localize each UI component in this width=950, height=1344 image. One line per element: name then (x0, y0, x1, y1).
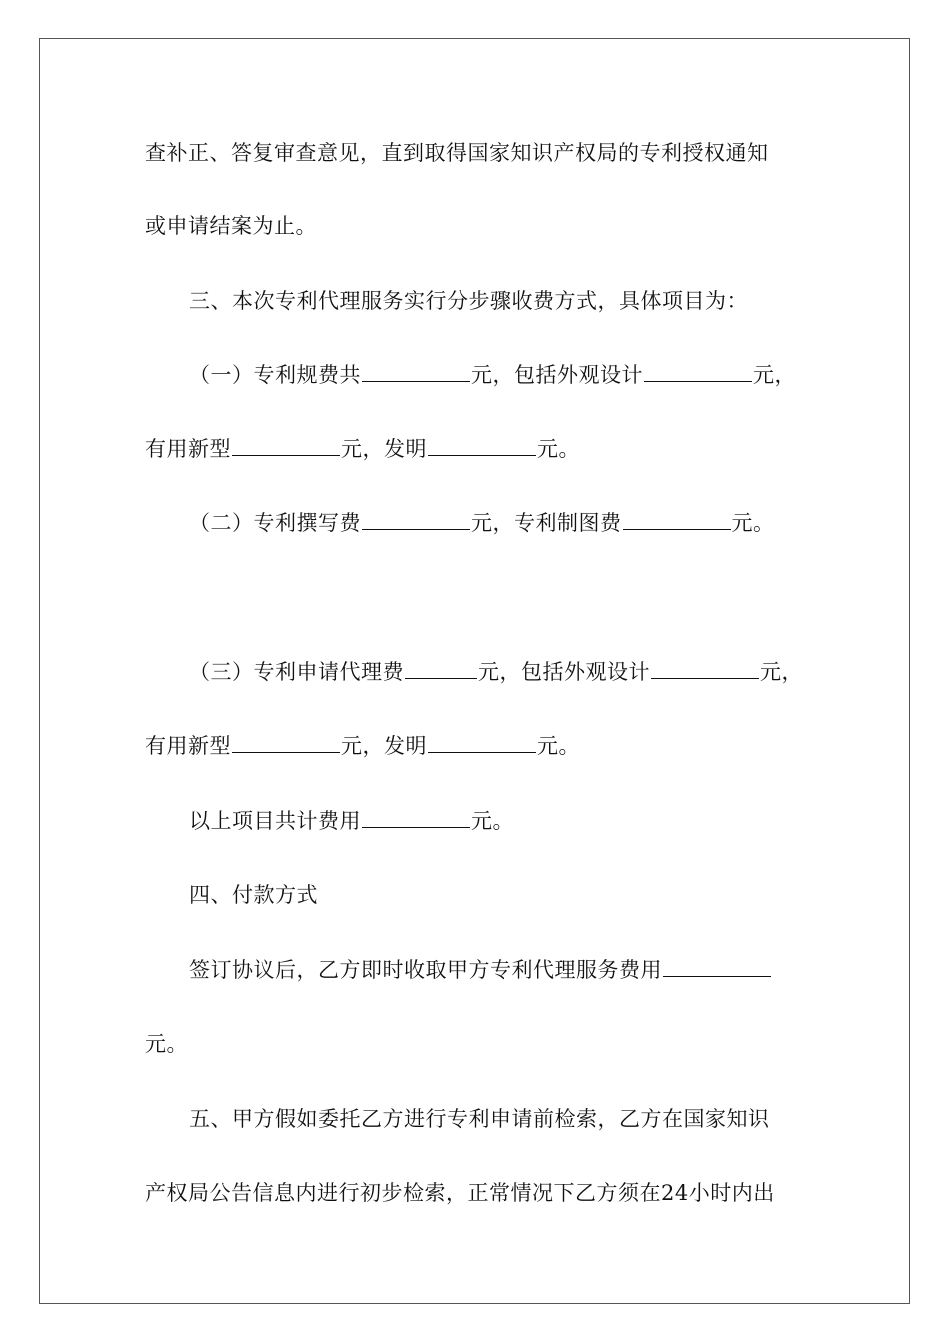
text-span: 四、付款方式 (189, 883, 318, 907)
blank-field (362, 361, 470, 382)
blank-field (428, 435, 536, 456)
text-span: 以上项目共计费用 (189, 809, 361, 833)
text-span: 元，发明 (341, 437, 427, 461)
blank-field (644, 361, 752, 382)
text-span: 有用新型 (145, 437, 231, 461)
text-span: 元， (760, 660, 803, 684)
fee-item-three-line-2 (145, 731, 580, 761)
text-span: 产权局公告信息内进行初步检索，正常情况下乙方须在24小时内出 (145, 1181, 775, 1205)
text-span: 元，专利制图费 (471, 511, 622, 535)
text-span: 元。 (145, 1032, 188, 1056)
blank-field (663, 956, 771, 977)
text-span: 签订协议后，乙方即时收取甲方专利代理服务费用 (189, 958, 662, 982)
blank-field (405, 658, 477, 679)
text-span: 元。 (471, 809, 514, 833)
blank-field (651, 658, 759, 679)
section-five-line-1 (189, 1104, 770, 1134)
section-three-heading (189, 286, 748, 316)
paragraph-line-2 (145, 211, 317, 241)
text-span: 三、本次专利代理服务实行分步骤收费方式，具体项目为： (189, 289, 748, 313)
text-span: 有用新型 (145, 734, 231, 758)
text-span: 元。 (537, 734, 580, 758)
fee-item-three-line-1 (189, 657, 803, 687)
blank-field (232, 732, 340, 753)
section-four-heading (189, 880, 318, 910)
blank-field (623, 509, 731, 530)
section-five-line-2 (145, 1178, 775, 1208)
fee-item-one-line-2 (145, 434, 580, 464)
text-span: 元， (753, 363, 796, 387)
blank-field (232, 435, 340, 456)
text-span: 元，包括外观设计 (471, 363, 643, 387)
text-span: 元。 (731, 511, 775, 535)
text-span: （三）专利申请代理费 (189, 660, 404, 684)
text-span: 元，包括外观设计 (478, 660, 650, 684)
payment-line-2 (145, 1029, 188, 1059)
blank-field (428, 732, 536, 753)
text-span: 查补正、答复审查意见，直到取得国家知识产权局的专利授权通知 (145, 141, 769, 165)
text-span: （二）专利撰写费 (189, 511, 361, 535)
text-span: 元。 (537, 437, 580, 461)
blank-field (362, 509, 470, 530)
text-span: （一）专利规费共 (189, 363, 361, 387)
paragraph-line-1 (145, 138, 769, 168)
fee-total-line (189, 806, 514, 836)
text-span: 或申请结案为止。 (145, 214, 317, 238)
text-span: 五、甲方假如委托乙方进行专利申请前检索，乙方在国家知识 (189, 1107, 770, 1131)
fee-item-two (189, 508, 775, 538)
text-span: 元，发明 (341, 734, 427, 758)
blank-field (362, 807, 470, 828)
fee-item-one-line-1 (189, 360, 796, 390)
payment-line-1 (189, 955, 772, 985)
